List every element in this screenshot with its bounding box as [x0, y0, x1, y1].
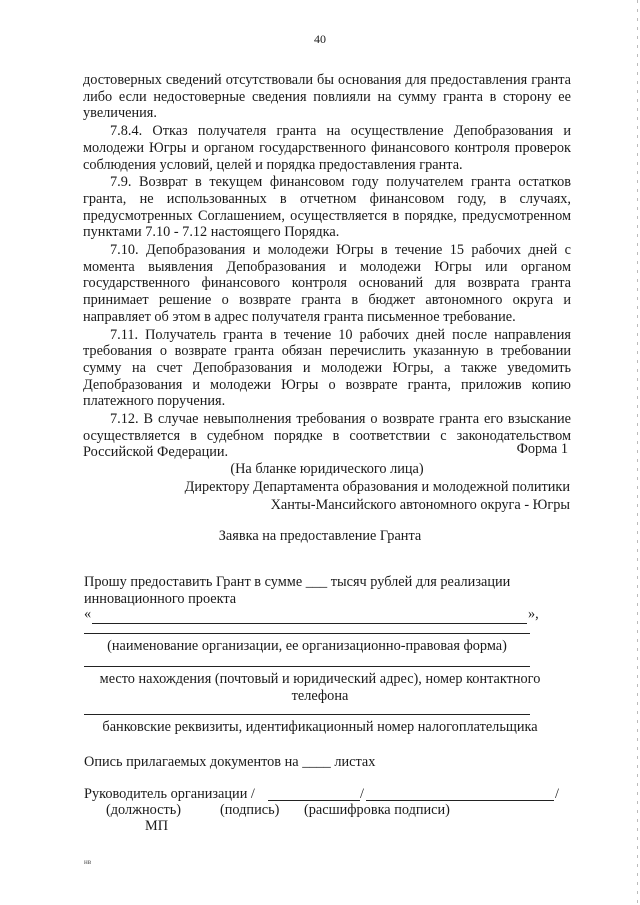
- stamp-placeholder: МП: [145, 818, 169, 834]
- signature-line: [268, 800, 360, 801]
- addressee-line: Директору Департамента образования и молодежной политики: [184, 479, 570, 495]
- address-line: [84, 666, 530, 667]
- bank-details-line: [84, 714, 530, 715]
- footer-mark: нв: [84, 858, 92, 866]
- inventory-line: Опись прилагаемых документов на ____ листах: [84, 754, 376, 770]
- project-name-line: [92, 623, 527, 624]
- address-caption: телефона: [291, 688, 349, 704]
- letterhead-note: (На бланке юридического лица): [230, 461, 424, 477]
- bank-details-caption: банковские реквизиты, идентификационный номер налогоплательщика: [102, 719, 538, 735]
- addressee-line: Ханты-Мансийского автономного округа - Югры: [270, 497, 570, 513]
- request-text: инновационного проекта: [84, 591, 237, 607]
- decoding-caption: (расшифровка подписи): [304, 802, 450, 818]
- signature-caption: (подпись): [220, 802, 280, 818]
- quote-close: »,: [528, 606, 539, 622]
- application-title: Заявка на предоставление Гранта: [218, 528, 422, 544]
- paragraph: 7.9. Возврат в текущем финансовом году получателем гранта остатков гранта, не использованных в отчетном финансовом году, в случаях, предусмотренных Соглашением, осуществляется в порядке, предусмотренном пунктами 7.10 - 7.12 настоящего Порядка.: [83, 174, 571, 241]
- paragraph: достоверных сведений отсутствовали бы основания для предоставления гранта либо если недостоверные сведения повлияли на сумму гранта в сторону ее увеличения.: [83, 72, 571, 122]
- head-signature-label: Руководитель организации /: [84, 786, 255, 802]
- address-caption: место нахождения (почтовый и юридический адрес), номер контактного: [99, 671, 541, 687]
- slash: /: [360, 786, 364, 802]
- paragraph: 7.11. Получатель гранта в течение 10 рабочих дней после направления требования о возврате гранта обязан перечислить указанную в требовании сумму на счет Депобразования и молодежи Югры, а также уведомить Депобразования и молодежи Югры о возврате гранта, приложив копию платежного поручения.: [83, 326, 571, 410]
- addressee-block: [150, 460, 570, 514]
- request-text: Прошу предоставить Грант в сумме ___ тысяч рублей для реализации: [84, 574, 511, 590]
- paragraph: 7.12. В случае невыполнения требования о возврате гранта его взыскание осуществляется в судебном порядке в соответствии с законодательством Российской Федерации.: [83, 411, 571, 461]
- signature-decoding-line: [366, 800, 554, 801]
- paragraph: 7.10. Депобразования и молодежи Югры в течение 15 рабочих дней с момента выявления Депобразования и молодежи Югры или органом государственного финансового контроля оснований для возврата гранта принимает решение о возврате гранта в бюджет автономного округа и направляет об этом в адрес получателя гранта письменное требование.: [83, 242, 571, 325]
- slash: /: [555, 786, 559, 802]
- scan-edge: [637, 0, 638, 905]
- form-label: Форма 1: [516, 441, 568, 457]
- org-name-caption: (наименование организации, ее организационно-правовая форма): [107, 638, 507, 654]
- org-name-line: [84, 633, 530, 634]
- paragraph: 7.8.4. Отказ получателя гранта на осуществление Депобразования и молодежи Югры и органом государственного финансового контроля проверок соблюдения условий, целей и порядка предоставления гранта.: [83, 123, 571, 173]
- page-number: 40: [314, 32, 326, 46]
- section-7-text: [83, 72, 571, 462]
- position-caption: (должность): [106, 802, 182, 818]
- quote-open: «: [84, 606, 92, 622]
